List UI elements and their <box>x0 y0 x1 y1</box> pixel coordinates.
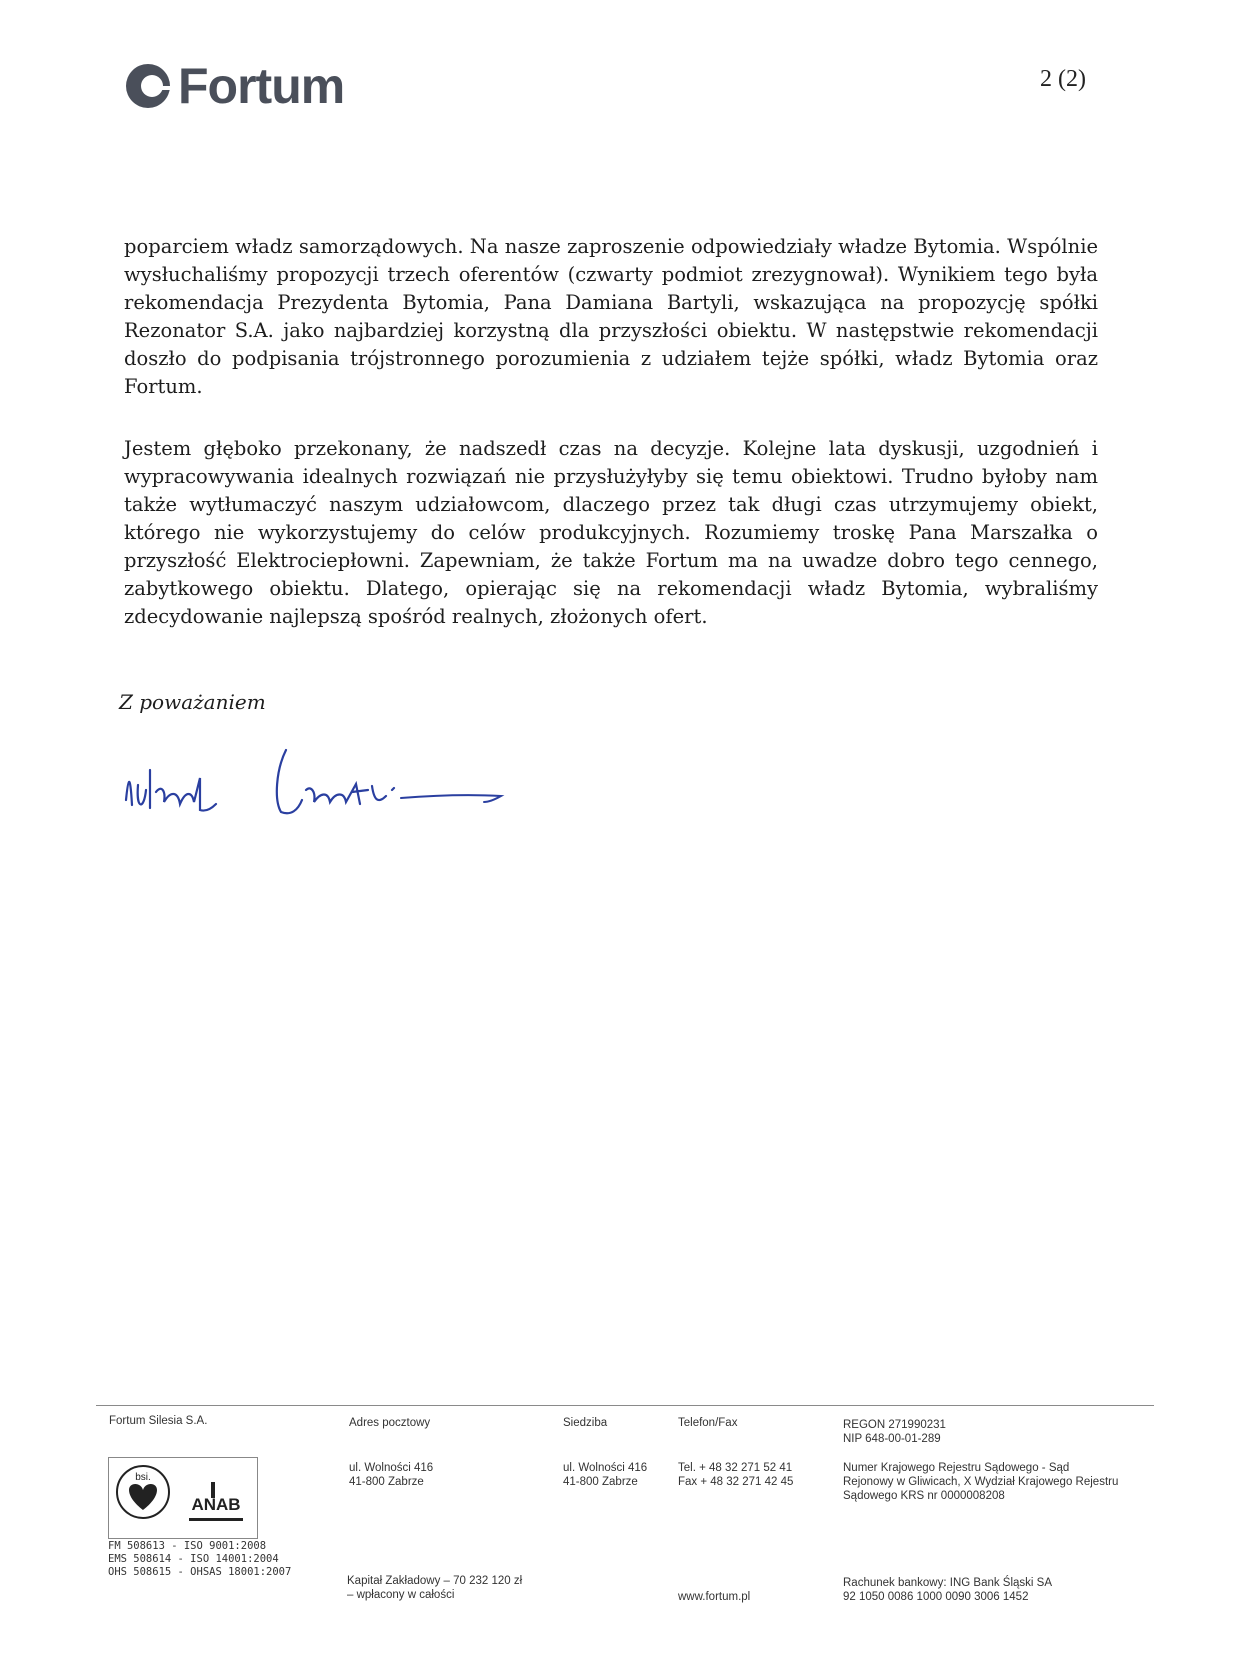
footer-postal-address: ul. Wolności 416 41-800 Zabrze <box>349 1462 434 1488</box>
fortum-logo-icon <box>122 60 174 112</box>
footer-phone-label: Telefon/Fax <box>678 1417 738 1429</box>
footer-website: www.fortum.pl <box>678 1591 751 1603</box>
page-number: 2 (2) <box>1040 66 1086 92</box>
footer-krs: Numer Krajowego Rejestru Sądowego - Sąd Rejonowy w Gliwicach, X Wydział Krajowego Rejestru Sądowego KRS nr 0000008208 <box>843 1462 1119 1502</box>
footer-capital: Kapitał Zakładowy – 70 232 120 zł – wpłacony w całości <box>347 1575 523 1601</box>
footer-regon-nip: REGON 271990231 NIP 648-00-01-289 <box>843 1419 946 1445</box>
footer-postal-label: Adres pocztowy <box>349 1417 431 1429</box>
letter-paragraph-1: poparciem władz samorządowych. Na nasze zaproszenie odpowiedziały władze Bytomia. Wspólnie wysłuchaliśmy propozycji trzech oferentów (czwarty podmiot zrezygnował). Wynikiem tego była rekomendacja Prezydenta Bytomia, Pana Damiana Bartyli, wskazująca na propozycję spółki Rezonator S.A. jako najbardziej korzystną dla przyszłości obiektu. W następstwie rekomendacji doszło do podpisania trójstronnego porozumienia z udziałem tejże spółki, władz Bytomia oraz Fortum. <box>124 235 1098 398</box>
handwritten-signature <box>116 730 536 830</box>
footer-certificates: FM 508613 - ISO 9001:2008 EMS 508614 - ISO 14001:2004 OHS 508615 - OHSAS 18001:2007 <box>108 1540 292 1578</box>
bsi-mark-text: bsi. <box>135 1472 151 1483</box>
footer-seat-label: Siedziba <box>563 1417 608 1429</box>
footer-company: Fortum Silesia S.A. <box>109 1415 208 1427</box>
footer-phone: Tel. + 48 32 271 52 41 Fax + 48 32 271 42 45 <box>678 1462 794 1488</box>
logo-text: Fortum <box>178 58 345 114</box>
anab-accreditation-icon <box>181 1478 251 1530</box>
fortum-logo <box>122 58 344 114</box>
footer-divider <box>96 1405 1154 1406</box>
anab-mark-text: ANAB <box>191 1495 241 1514</box>
letter-paragraph-2: Jestem głęboko przekonany, że nadszedł czas na decyzje. Kolejne lata dyskusji, uzgodnień i wypracowywania idealnych rozwiązań nie przysłużyłyby się temu obiektowi. Trudno byłoby nam także wytłumaczyć naszym udziałowcom, dlaczego przez tak długi czas utrzymujemy obiekt, którego nie wykorzystujemy do celów produkcyjnych. Rozumiemy troskę Pana Marszałka o przyszłość Elektrociepłowni. Zapewniam, że także Fortum ma na uwadze dobro tego cennego, zabytkowego obiektu. Dlatego, opierając się na rekomendacji władz Bytomia, wybraliśmy zdecydowanie najlepszą spośród realnych, złożonych ofert. <box>124 437 1098 628</box>
bsi-certification-icon <box>115 1464 171 1520</box>
closing-salutation: Z poważaniem <box>119 690 266 714</box>
footer-seat-address: ul. Wolności 416 41-800 Zabrze <box>563 1462 648 1488</box>
certification-logos <box>108 1457 258 1539</box>
footer-bank-account: Rachunek bankowy: ING Bank Śląski SA 92 1050 0086 1000 0090 3006 1452 <box>843 1577 1053 1603</box>
